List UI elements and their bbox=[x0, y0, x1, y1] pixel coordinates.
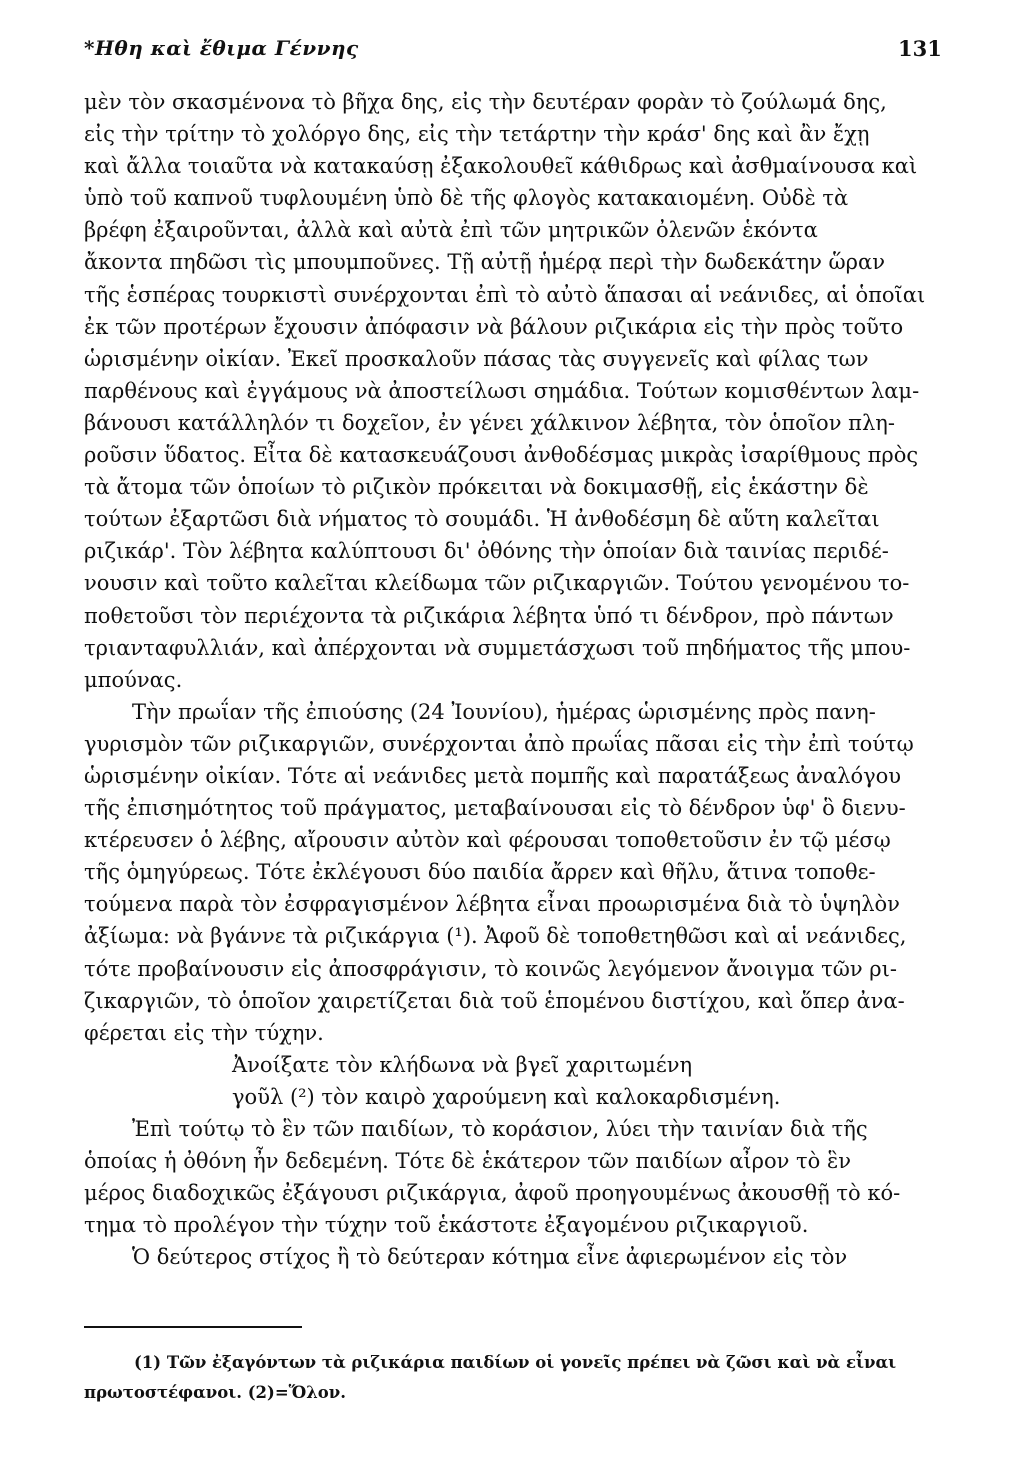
text-line: ὁποίας ἡ ὀθόνη ἦν δεδεμένη. Τότε δὲ ἑκάτερον τῶν παιδίων αἶρον τὸ ἓν bbox=[84, 1149, 852, 1174]
text-line: Τὴν πρωΐαν τῆς ἐπιούσης (24 Ἰουνίου), ἡμέρας ὡρισμένης πρὸς πανη- bbox=[132, 699, 876, 724]
text-line: τημα τὸ προλέγον τὴν τύχην τοῦ ἑκάστοτε ἐξαγομένου ριζικαργιοῦ. bbox=[84, 1213, 809, 1238]
text-line: μέρος διαδοχικῶς ἐξάγουσι ριζικάργια, ἀφοῦ προηγουμένως ἀκουσθῇ τὸ κό- bbox=[84, 1181, 901, 1206]
verse-line: γοῦλ (²) τὸν καιρὸ χαρούμενη καὶ καλοκαρδισμένη. bbox=[232, 1084, 781, 1109]
footnote-line: πρωτοστέφανοι. (2)=Ὅλον. bbox=[84, 1383, 347, 1402]
text-line: ζικαργιῶν, τὸ ὁποῖον χαιρετίζεται διὰ τοῦ ἑπομένου διστίχου, καὶ ὅπερ ἀνα- bbox=[84, 988, 905, 1013]
text-line: τῆς ὁμηγύρεως. Τότε ἐκλέγουσι δύο παιδία ἄρρεν καὶ θῆλυ, ἅτινα τοποθε- bbox=[84, 860, 876, 885]
text-line: κτέρευσεν ὁ λέβης, αἴρουσιν αὐτὸν καὶ φέρουσαι τοποθετοῦσιν ἐν τῷ μέσῳ bbox=[84, 828, 891, 853]
text-line: καὶ ἄλλα τοιαῦτα νὰ κατακαύσῃ ἐξακολουθεῖ κάθιδρως καὶ ἀσθμαίνουσα καὶ bbox=[84, 154, 918, 179]
text-line: Ἐπὶ τούτῳ τὸ ἓν τῶν παιδίων, τὸ κοράσιον, λύει τὴν ταινίαν διὰ τῆς bbox=[132, 1117, 868, 1141]
text-line: ὑπὸ τοῦ καπνοῦ τυφλουμένη ὑπὸ δὲ τῆς φλογὸς κατακαιομένη. Οὐδὲ τὰ bbox=[84, 186, 849, 211]
text-line: φέρεται εἰς τὴν τύχην. bbox=[84, 1020, 324, 1045]
page-number: 131 bbox=[898, 36, 942, 61]
text-line: τούτων ἐξαρτῶσι διὰ νήματος τὸ σουμάδι. Ἡ ἀνθοδέσμη δὲ αὕτη καλεῖται bbox=[84, 507, 880, 532]
text-line: ἀξίωμα: νὰ βγάννε τὰ ριζικάργια (¹). Ἀφοῦ δὲ τοποθετηθῶσι καὶ αἱ νεάνιδες, bbox=[84, 924, 907, 949]
running-title: *Ηθη καὶ ἔθιμα Γέννης bbox=[84, 36, 359, 60]
text-line: τῆς ἐπισημότητος τοῦ πράγματος, μεταβαίνουσαι εἰς τὸ δένδρον ὑφ' ὃ διενυ- bbox=[84, 796, 906, 821]
footnote-line: (1) Τῶν ἐξαγόντων τὰ ριζικάρια παιδίων οἱ γονεῖς πρέπει νὰ ζῶσι καὶ νὰ εἶναι bbox=[134, 1353, 897, 1372]
footnote-divider bbox=[84, 1326, 302, 1328]
text-line: μπούνας. bbox=[84, 667, 183, 692]
text-line: παρθένους καὶ ἐγγάμους νὰ ἀποστείλωσι σημάδια. Τούτων κομισθέντων λαμ- bbox=[84, 378, 920, 403]
text-line: ὡρισμένην οἰκίαν. Ἐκεῖ προσκαλοῦν πάσας τὰς συγγενεῖς καὶ φίλας των bbox=[84, 346, 869, 371]
text-line: ριζικάρ'. Τὸν λέβητα καλύπτουσι δι' ὀθόνης τὴν ὁποίαν διὰ ταινίας περιδέ- bbox=[84, 539, 889, 564]
text-line: εἰς τὴν τρίτην τὸ χολόργο δης, εἰς τὴν τετάρτην τὴν κράσ' δης καὶ ἂν ἔχῃ bbox=[84, 122, 870, 147]
text-line: τότε προβαίνουσιν εἰς ἀποσφράγισιν, τὸ κοινῶς λεγόμενον ἄνοιγμα τῶν ρι- bbox=[84, 956, 897, 981]
body-text bbox=[84, 86, 930, 1273]
text-line: ἄκοντα πηδῶσι τὶς μπουμποῦνες. Τῇ αὐτῇ ἡμέρᾳ περὶ τὴν δωδεκάτην ὥραν bbox=[84, 250, 885, 275]
text-line: ποθετοῦσι τὸν περιέχοντα τὰ ριζικάρια λέβητα ὑπό τι δένδρον, πρὸ πάντων bbox=[84, 603, 894, 628]
verse-line: Ἀνοίξατε τὸν κλήδωνα νὰ βγεῖ χαριτωμένη bbox=[232, 1052, 693, 1077]
text-line: νουσιν καὶ τοῦτο καλεῖται κλείδωμα τῶν ριζικαργιῶν. Τούτου γενομένου το- bbox=[84, 571, 910, 596]
text-line: Ὁ δεύτερος στίχος ἢ τὸ δεύτεραν κότημα εἶνε ἀφιερωμένον εἰς τὸν bbox=[132, 1245, 848, 1270]
text-line: ἐκ τῶν προτέρων ἔχουσιν ἀπόφασιν νὰ βάλουν ριζικάρια εἰς τὴν πρὸς τοῦτο bbox=[84, 314, 904, 339]
text-line: ροῦσιν ὕδατος. Εἶτα δὲ κατασκευάζουσι ἀνθοδέσμας μικρὰς ἰσαρίθμους πρὸς bbox=[84, 443, 919, 468]
text-line: τούμενα παρὰ τὸν ἐσφραγισμένον λέβητα εἶναι προωρισμένα διὰ τὸ ὑψηλὸν bbox=[84, 892, 900, 917]
text-line: βάνουσι κατάλληλόν τι δοχεῖον, ἐν γένει χάλκινον λέβητα, τὸν ὁποῖον πλη- bbox=[84, 410, 895, 435]
text-line: βρέφη ἐξαιροῦνται, ἀλλὰ καὶ αὐτὰ ἐπὶ τῶν μητρικῶν ὀλενῶν ἑκόντα bbox=[84, 218, 818, 243]
text-line: τὰ ἄτομα τῶν ὁποίων τὸ ριζικὸν πρόκειται νὰ δοκιμασθῇ, εἰς ἑκάστην δὲ bbox=[84, 475, 869, 500]
text-line: μὲν τὸν σκασμένονα τὸ βῆχα δης, εἰς τὴν δευτέραν φορὰν τὸ ζούλωμά δης, bbox=[84, 90, 887, 114]
text-line: γυρισμὸν τῶν ριζικαργιῶν, συνέρχονται ἀπὸ πρωΐας πᾶσαι εἰς τὴν ἐπὶ τούτῳ bbox=[84, 731, 914, 756]
text-line: τῆς ἑσπέρας τουρκιστὶ συνέρχονται ἐπὶ τὸ αὐτὸ ἅπασαι αἱ νεάνιδες, αἱ ὁποῖαι bbox=[84, 282, 926, 307]
text-line: ὡρισμένην οἰκίαν. Τότε αἱ νεάνιδες μετὰ πομπῆς καὶ παρατάξεως ἀναλόγου bbox=[84, 763, 902, 788]
footnotes bbox=[84, 1348, 934, 1408]
text-line: τριανταφυλλιάν, καὶ ἀπέρχονται νὰ συμμετάσχωσι τοῦ πηδήματος τῆς μπου- bbox=[84, 635, 911, 660]
